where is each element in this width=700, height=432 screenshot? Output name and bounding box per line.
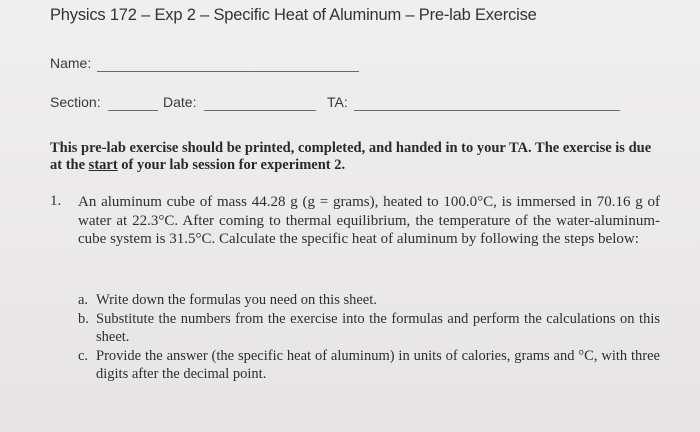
date-field[interactable]: [204, 110, 316, 111]
ta-label: TA:: [327, 94, 348, 110]
question-steps: [78, 291, 660, 383]
step-marker: b.: [78, 311, 89, 327]
instructions-text-1: This pre-lab exercise should be printed, completed, and handed in to your TA. The exercise is due at the: [50, 140, 652, 173]
step-c: [78, 347, 660, 383]
question-text: An aluminum cube of mass 44.28 g (g = grams), heated to 100.0°C, is immersed in 70.16 g of water at 22.3°C. After coming to thermal equilibrium, the temperature of the water-aluminum-cube system is 31.5°C. Calculate the specific heat of aluminum by following the steps below:: [78, 194, 660, 247]
instructions-emphasis: start: [88, 157, 118, 173]
ta-field[interactable]: [354, 110, 620, 111]
date-label: Date:: [163, 94, 197, 110]
step-marker: a.: [78, 292, 89, 308]
page-title: Physics 172 – Exp 2 – Specific Heat of Aluminum – Pre-lab Exercise: [50, 6, 537, 24]
step-a: [78, 291, 660, 309]
question-number: 1.: [50, 193, 62, 209]
step-b: [78, 310, 660, 346]
step-marker: c.: [78, 348, 89, 364]
step-text: Substitute the numbers from the exercise into the formulas and perform the calculations on this sheet.: [96, 311, 660, 345]
step-text: Provide the answer (the specific heat of aluminum) in units of calories, grams and °C, with three digits after the decimal point.: [96, 348, 660, 382]
instructions-text-2: of your lab session for experiment 2.: [117, 157, 346, 173]
name-label: Name:: [50, 55, 92, 71]
step-text: Write down the formulas you need on this sheet.: [96, 292, 377, 308]
section-field[interactable]: [108, 110, 158, 111]
instructions-paragraph: [50, 140, 665, 174]
name-field[interactable]: [97, 71, 359, 72]
section-label: Section:: [50, 94, 101, 110]
